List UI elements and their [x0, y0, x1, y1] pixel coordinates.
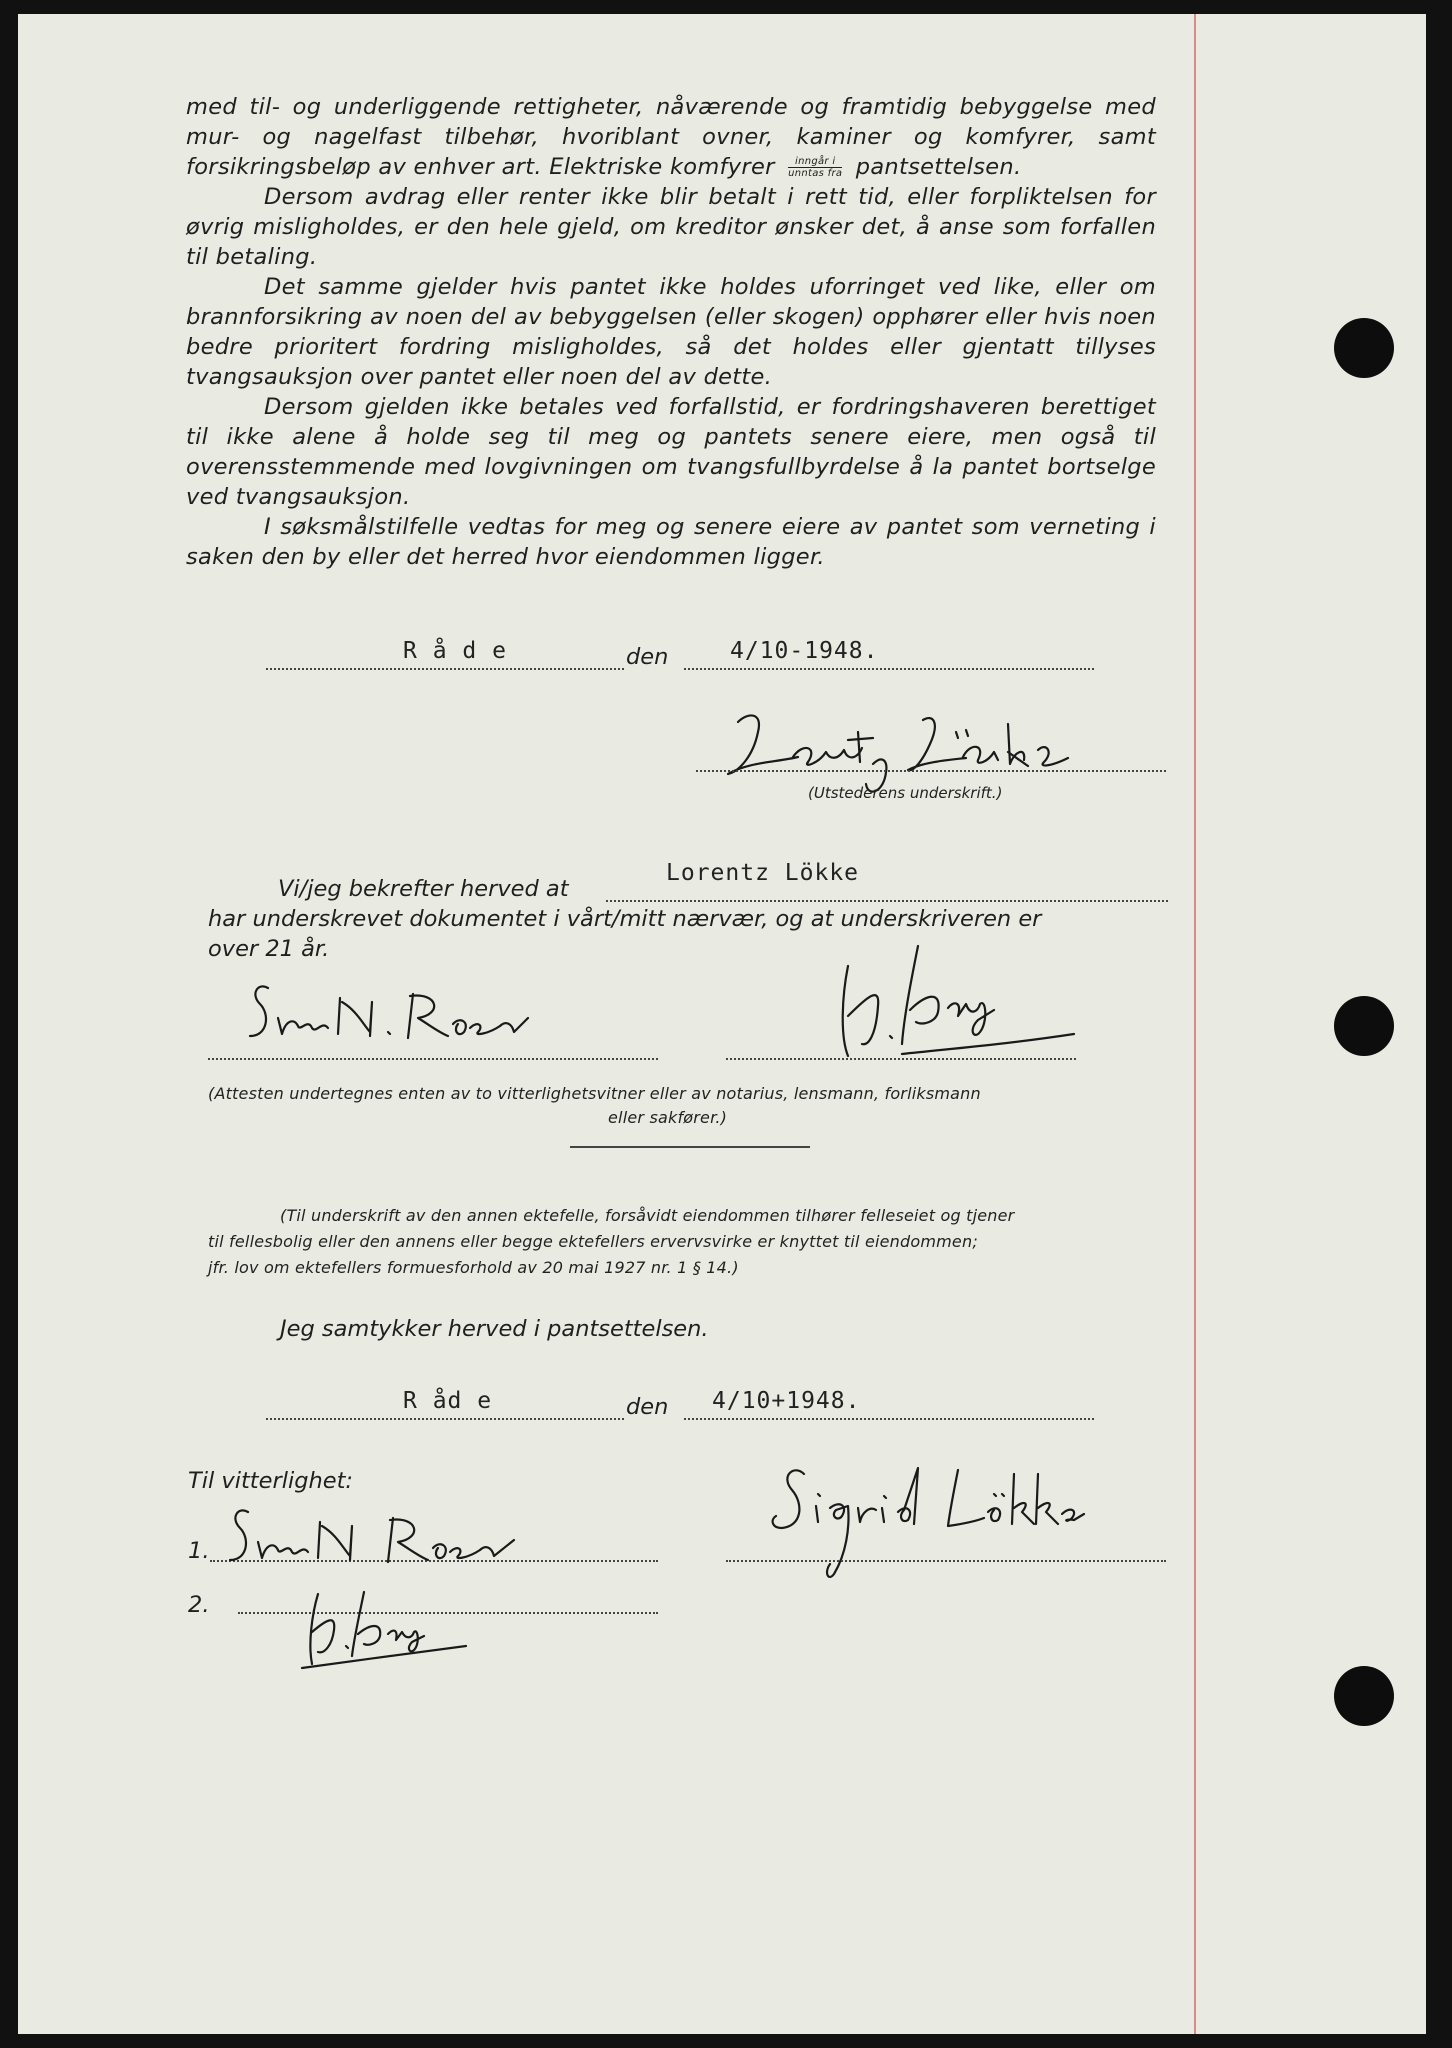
date-line — [684, 668, 1094, 670]
spouse-note-line-3: jfr. lov om ektefellers formuesforhold av 20 mai 1927 nr. 1 § 14.) — [208, 1258, 739, 1277]
confirmation-lead: Vi/jeg bekrefter herved at — [278, 876, 569, 902]
issuer-signature-line — [696, 770, 1166, 772]
attest-note-line-1: (Attesten undertegnes enten av to vitterlighetsvitner eller av notarius, lensmann, forliksmann — [208, 1084, 981, 1103]
margin-line — [1194, 14, 1196, 2034]
confirmation-line-3: over 21 år. — [208, 936, 330, 962]
paragraph-3: Det samme gjelder hvis pantet ikke holdes uforringet ved like, eller om brannforsikring av noen del av bebyggelsen (eller skogen) opphører eller hvis noen bedre prioritert fordring misligholdes, så det holdes eller gjentatt tillyses tvangsauksjon over pantet eller noen del av dette. — [186, 274, 1156, 390]
witness-2-signature — [298, 1584, 538, 1674]
attest-note-line-2: eller sakfører.) — [608, 1108, 728, 1127]
confirmation-name: Lorentz Lökke — [666, 860, 860, 886]
issuer-caption: (Utstederens underskrift.) — [808, 784, 1003, 802]
spouse-signature — [758, 1454, 1138, 1594]
fraction-choice: $\frac{\text{inngår i}}{\text{unntas fra}}$ — [788, 156, 843, 179]
date-value: 4/10-1948. — [730, 638, 879, 664]
place-line — [266, 668, 624, 670]
witness-signature-left — [238, 974, 618, 1054]
mortgage-terms — [186, 92, 1156, 572]
witness-signature-right — [818, 926, 1118, 1066]
den-label: den — [626, 644, 669, 670]
witness-number-1: 1. — [188, 1538, 210, 1564]
spouse-signature-line — [726, 1560, 1166, 1562]
witness-heading: Til vitterlighet: — [188, 1468, 353, 1494]
section-divider — [570, 1146, 810, 1148]
date-value-2: 4/10+1948. — [712, 1388, 861, 1414]
issuer-signature — [708, 702, 1108, 792]
document-page — [18, 14, 1426, 2034]
paragraph-1: med til- og underliggende rettigheter, nåværende og framtidig bebyggelse med mur- og nagelfast tilbehør, hvoriblant ovner, kaminer og komfyrer, samt forsikringsbeløp av enhver art. Elektriske komfyrer $\frac{\text{inngår i}}{\text{unntas fra}}$ pantsettelsen. — [186, 94, 1156, 180]
date-line-2 — [684, 1418, 1094, 1420]
paragraph-2: Dersom avdrag eller renter ikke blir betalt i rett tid, eller forpliktelsen for øvrig misligholdes, er den hele gjeld, om kreditor ønsker det, å anse som forfallen til betaling. — [186, 184, 1156, 270]
witness-1-signature — [218, 1498, 598, 1578]
witness-line-right — [726, 1058, 1076, 1060]
place-value: R å d e — [403, 638, 507, 664]
punch-hole — [1334, 996, 1394, 1056]
spouse-note-line-2: til fellesbolig eller den annens eller begge ektefellers ervervsvirke er knyttet til eiendommen; — [208, 1232, 978, 1251]
consent-text: Jeg samtykker herved i pantsettelsen. — [280, 1316, 709, 1342]
place-line-2 — [266, 1418, 624, 1420]
confirmation-line-2: har underskrevet dokumentet i vårt/mitt nærvær, og at underskriveren er — [208, 906, 1042, 932]
witness-number-2: 2. — [188, 1592, 210, 1618]
paragraph-5: I søksmålstilfelle vedtas for meg og senere eiere av pantet som verneting i saken den by eller det herred hvor eiendommen ligger. — [186, 514, 1156, 570]
spouse-note-line-1: (Til underskrift av den annen ektefelle, forsåvidt eiendommen tilhører felleseiet og tjener — [280, 1206, 1015, 1225]
punch-hole — [1334, 318, 1394, 378]
witness-line-left — [208, 1058, 658, 1060]
place-value-2: R åd e — [403, 1388, 493, 1414]
den-label-2: den — [626, 1394, 669, 1420]
punch-hole — [1334, 1666, 1394, 1726]
confirmation-name-line — [606, 900, 1168, 902]
paragraph-4: Dersom gjelden ikke betales ved forfallstid, er fordringshaveren berettiget til ikke alene å holde seg til meg og pantets senere eiere, men også til overensstemmende med lovgivningen om tvangsfullbyrdelse å la pantet bortselge ved tvangsauksjon. — [186, 394, 1156, 510]
